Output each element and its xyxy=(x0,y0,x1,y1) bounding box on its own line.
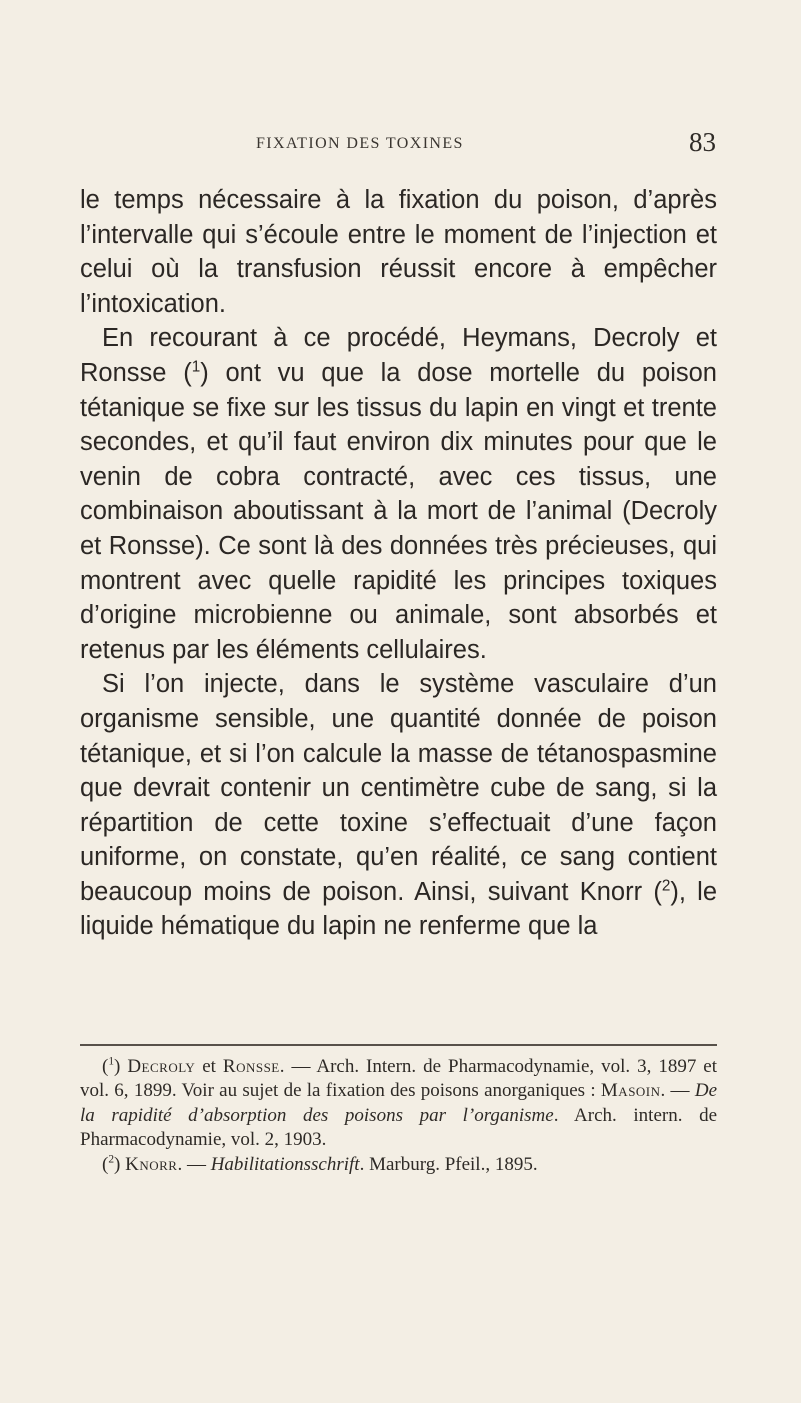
footnote-1-text-2: . — xyxy=(660,1080,695,1102)
footnote-1-text-1: . — Arch. Intern. de Pharmacodynamie, vol. 3, 1897 et vol. 6, 1899. Voir au sujet de la fixation des poisons anorganiques : xyxy=(80,1056,718,1102)
footnote-2-number: 2 xyxy=(108,1153,115,1166)
footnotes xyxy=(80,1055,717,1177)
paragraph-2-text-end: ) ont vu que la dose mortelle du poison tétanique se fixe sur les tissus du lapin en vingt et trente secondes, et qu’il faut environ dix minutes pour que le venin de cobra contracté, avec ces tissus, une combinaison aboutissant à la mort de l’animal (Decroly et Ronsse). Ce sont là des données très précieuses, qui montrent avec quelle rapidité les principes toxiques d’origine microbienne ou animale, sont absorbés et retenus par les éléments cellulaires. xyxy=(80,358,717,664)
paragraph-2-text-start: En recourant à ce procédé, Heymans, Decroly et Ronsse ( xyxy=(80,324,717,387)
paragraph-1 xyxy=(80,183,717,321)
footnote-2-text-1: . — xyxy=(177,1153,211,1175)
footnote-1: ($^1$) Decroly et Ronsse. — Arch. Intern. de Pharmacodynamie, vol. 3, 1897 et vol. 6, 1899. Voir au sujet de la fixation des poisons anorganiques : Masoin. — De la rapidité d’absorption des poisons par l’organisme. Arch. intern. de Pharmacodynamie, vol. 2, 1903. xyxy=(80,1055,718,1151)
footnote-divider xyxy=(80,1044,717,1046)
footnote-ref-2: 2 xyxy=(661,877,671,895)
footnote-1-text-3: . Arch. intern. de Pharmacodynamie, vol. 2, 1903. xyxy=(80,1104,717,1151)
running-title: FIXATION DES TOXINES xyxy=(256,135,464,152)
paragraph-3 xyxy=(80,667,717,944)
page-header xyxy=(256,127,716,173)
paragraph-2 xyxy=(80,321,717,667)
footnote-1-number: 1 xyxy=(108,1055,115,1068)
paragraph-3-text-start: Si l’on injecte, dans le système vasculaire d’un organisme sensible, une quantité donnée de poison tétanique, et si l’on calcule la masse de tétanospasmine que devrait contenir un centimètre cube de sang, si la répartition de cette toxine s’effectuait d’une façon uniforme, on constate, qu’en réalité, ce sang contient beaucoup moins de poison. Ainsi, suivant Knorr ( xyxy=(80,670,717,906)
footnote-ref-1: 1 xyxy=(191,358,201,376)
paragraph-3-text-end: ), le liquide hématique du lapin ne renferme que la xyxy=(80,877,717,941)
page-number: 83 xyxy=(689,127,716,157)
footnote-2-title: Habilitationsschrift xyxy=(210,1153,360,1175)
main-text xyxy=(80,183,717,944)
footnote-1-author: Decroly xyxy=(127,1056,196,1077)
footnote-1-author-2: Ronsse xyxy=(222,1056,280,1077)
footnote-1-title: De la rapidité d’absorption des poisons par l’organisme xyxy=(80,1080,717,1126)
paragraph-1-text: le temps nécessaire à la fixation du poison, d’après l’intervalle qui s’écoule entre le moment de l’injection et celui où la transfusion réussit encore à empêcher l’intoxication. xyxy=(80,186,717,318)
footnote-2-text-2: . Marburg. Pfeil., 1895. xyxy=(359,1153,538,1175)
footnote-1-author-3: Masoin xyxy=(600,1080,661,1102)
footnote-1-and: et xyxy=(195,1056,223,1077)
footnote-2: ($^2$) Knorr. — Habilitationsschrift. Marburg. Pfeil., 1895. xyxy=(102,1153,538,1175)
footnote-2-author: Knorr xyxy=(125,1153,178,1175)
